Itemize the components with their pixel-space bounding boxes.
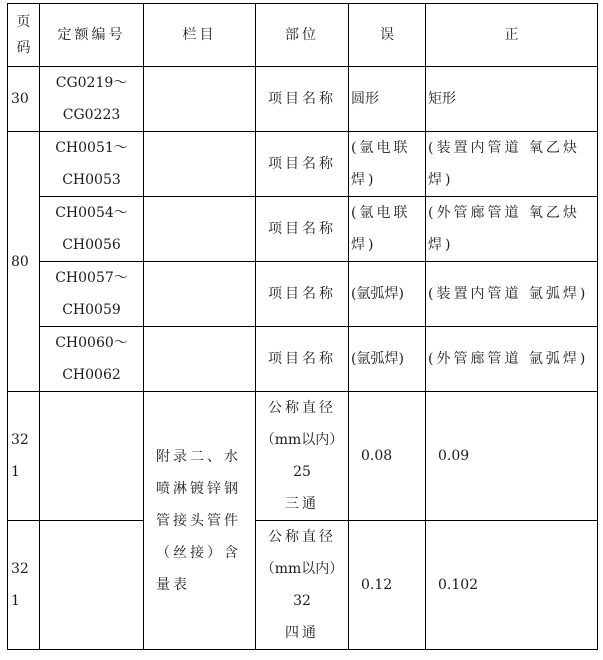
header-quota-code: 定额编号 (40, 4, 144, 67)
section-cell: 附录二、水喷淋镀锌钢管接头管件（丝接）含量表 (144, 392, 256, 650)
position-cell: 项目名称 (256, 197, 349, 262)
quota-code-cell (40, 392, 144, 521)
table-row (8, 327, 598, 392)
position-fitting: 三通 (285, 496, 319, 512)
table-row (8, 197, 598, 262)
table-row (8, 132, 598, 197)
page-number-cell: 321 (8, 521, 40, 650)
position-cell: 项目名称 (256, 262, 349, 327)
correct-cell: (装置内管道 氩弧焊) (426, 262, 598, 327)
header-correct: 正 (426, 4, 598, 67)
position-unit: （mm以内） (260, 432, 344, 448)
header-position: 部位 (256, 4, 349, 67)
quota-code-end: CH0062 (62, 367, 121, 383)
quota-code-start: CG0219～ (55, 75, 128, 91)
table-row (8, 392, 598, 521)
quota-code-cell (40, 262, 144, 327)
position-unit: （mm以内） (260, 561, 344, 577)
position-cell: 项目名称 (256, 132, 349, 197)
position-cell: 项目名称 (256, 327, 349, 392)
position-label: 公称直径 (268, 400, 336, 416)
header-page-line2: 码 (16, 40, 31, 56)
page-number-cell: 80 (8, 132, 40, 392)
header-page-number (8, 4, 40, 67)
page-number-cell: 321 (8, 392, 40, 521)
quota-code-start: CH0057～ (55, 270, 128, 286)
quota-code-cell (40, 521, 144, 650)
wrong-cell: (氩弧焊) (349, 262, 426, 327)
quota-code-start: CH0051～ (55, 140, 128, 156)
correct-cell: (外管廊管道 氩弧焊) (426, 327, 598, 392)
quota-code-end: CG0223 (62, 107, 121, 123)
wrong-cell: 圆形 (349, 67, 426, 132)
wrong-cell: 0.12 (349, 521, 426, 650)
correct-cell: (外管廊管道 氧乙炔焊) (426, 197, 598, 262)
position-label: 公称直径 (268, 529, 336, 545)
header-wrong: 误 (349, 4, 426, 67)
quota-code-end: CH0053 (62, 172, 121, 188)
table-row (8, 521, 598, 650)
table-row (8, 67, 598, 132)
quota-code-start: CH0060～ (55, 335, 128, 351)
position-cell (256, 392, 349, 521)
table-row (8, 262, 598, 327)
header-page-line1: 页 (16, 14, 31, 30)
quota-code-cell (40, 327, 144, 392)
section-cell (144, 327, 256, 392)
correct-cell: 矩形 (426, 67, 598, 132)
correct-cell: 0.102 (426, 521, 598, 650)
position-diameter: 25 (293, 464, 311, 480)
quota-code-cell (40, 67, 144, 132)
quota-code-start: CH0054～ (55, 205, 128, 221)
position-fitting: 四通 (285, 625, 319, 641)
errata-table (7, 3, 598, 650)
correct-cell: 0.09 (426, 392, 598, 521)
wrong-cell: (氩电联焊) (349, 132, 426, 197)
quota-code-end: CH0059 (62, 302, 121, 318)
section-cell (144, 132, 256, 197)
quota-code-cell (40, 197, 144, 262)
quota-code-end: CH0056 (62, 237, 121, 253)
wrong-cell: (氩弧焊) (349, 327, 426, 392)
correct-cell: (装置内管道 氧乙炔焊) (426, 132, 598, 197)
section-cell (144, 262, 256, 327)
header-section: 栏目 (144, 4, 256, 67)
quota-code-cell (40, 132, 144, 197)
section-cell (144, 197, 256, 262)
position-cell: 项目名称 (256, 67, 349, 132)
page-number-cell: 30 (8, 67, 40, 132)
section-cell (144, 67, 256, 132)
wrong-cell: (氩电联焊) (349, 197, 426, 262)
wrong-cell: 0.08 (349, 392, 426, 521)
position-diameter: 32 (293, 593, 311, 609)
header-row (8, 4, 598, 67)
position-cell (256, 521, 349, 650)
